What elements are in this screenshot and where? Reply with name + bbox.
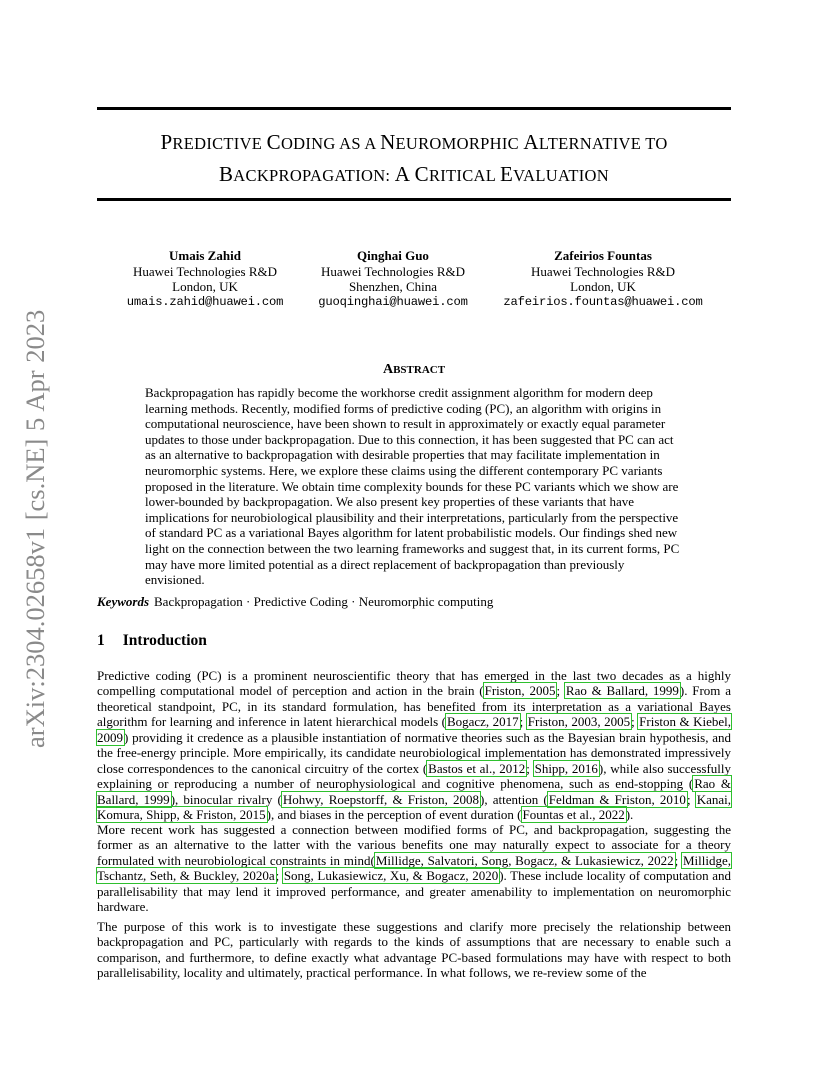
title-line-1 xyxy=(97,127,731,159)
intro-paragraph: Predictive coding (PC) is a prominent neuroscientific theory that has emerged in the last two decades as a highly compelling computational model of perception and action in the brain (Friston, 2005; Rao & Ballard, 1999). From a theoretical standpoint, PC, in its standard formulation, has benefited from its interpretation as a variational Bayes algorithm for learning and inference in latent hierarchical models (Bogacz, 2017; Friston, 2003, 2005; Friston & Kiebel, 2009) providing it credence as a plausible instantiation of normative theories such as the Bayesian brain hypothesis, and the free-energy principle. More empirically, its candidate neurobiological implementation has demonstrated impressively close correspondences to the canonical circuitry of the cortex (Bastos et al., 2012; Shipp, 2016), while also successfully explaining or reproducing a number of neurophysiological and cognitive phenomena, such as end-stopping (Rao & Ballard, 1999), binocular rivalry (Hohwy, Roepstorff, & Friston, 2008), attention (Feldman & Friston, 2010; Kanai, Komura, Shipp, & Friston, 2015), and biases in the perception of event duration (Fountas et al., 2022). xyxy=(97,668,732,823)
keywords-text: Backpropagation · Predictive Coding · Neuromorphic computing xyxy=(154,594,494,609)
citation-link[interactable]: Rao & Ballard, 1999 xyxy=(97,776,731,807)
author-affiliation: Huawei Technologies R&D xyxy=(133,263,277,279)
abstract-text: Backpropagation has rapidly become the workhorse credit assignment algorithm for modern deep learning methods. Recently, modified forms of predictive coding (PC), an algorithm with origins in computational neuroscience, have been shown to result in approximately or exactly equal parameter updates to those under backpropagation. Due to this connection, it has been suggested that PC can act as an alternative to backpropagation with desirable properties that may facilitate implementation in neuromorphic systems. Here, we explore these claims using the different contemporary PC variants proposed in the literature. We obtain time complexity bounds for these PC variants which we show are lower-bounded by backpropagation. We also present key properties of these variants that have implications for neurobiological plausibility and their interpretations, particularly from the perspective of standard PC as a variational Bayes algorithm for latent probabilistic models. Our findings shed new light on the connection between the two learning frameworks and suggest that, in its current forms, PC may have more limited potential as a direct replacement of backpropagation than previously envisioned. xyxy=(145,385,680,588)
title-smallcaps: LTERNATIVE TO xyxy=(538,134,668,153)
title-smallcaps: ODING AS A xyxy=(280,134,381,153)
citation-link[interactable]: Friston & Kiebel, 2009 xyxy=(97,714,731,745)
title-capital: A xyxy=(523,130,539,154)
abstract-heading-cap: A xyxy=(382,362,394,377)
citation-link[interactable]: Rao & Ballard, 1999 xyxy=(565,683,679,699)
author-block xyxy=(493,248,713,310)
author-email: guoqinghai@huawei.com xyxy=(318,294,468,309)
section-number: 1 xyxy=(97,632,105,649)
author-affiliation: Huawei Technologies R&D xyxy=(321,263,465,279)
title-smallcaps: EUROMORPHIC xyxy=(395,134,524,153)
author-email: zafeirios.fountas@huawei.com xyxy=(503,294,703,309)
citation-link[interactable]: Hohwy, Roepstorff, & Friston, 2008 xyxy=(282,791,479,807)
title-smallcaps: VALUATION xyxy=(513,166,609,185)
title-capital: E xyxy=(499,162,514,186)
author-email: umais.zahid@huawei.com xyxy=(126,294,284,309)
citation-link[interactable]: Kanai, Komura, Shipp, & Friston, 2015 xyxy=(97,791,732,823)
title-capital: C xyxy=(414,162,429,186)
citation-link[interactable]: Millidge, Tschantz, Seth, & Buckley, 2020a xyxy=(97,852,731,884)
author-name: Qinghai Guo xyxy=(357,248,429,263)
title-capital: P xyxy=(160,130,173,154)
citation-link[interactable]: Song, Lukasiewicz, Xu, & Bogacz, 2020 xyxy=(283,868,499,884)
keywords xyxy=(97,594,493,610)
citation-link[interactable]: Fountas et al., 2022 xyxy=(522,807,625,823)
section-title: Introduction xyxy=(122,632,207,649)
title-smallcaps: RITICAL xyxy=(428,166,500,185)
title-bottom-rule xyxy=(97,198,731,201)
title-capital: B xyxy=(218,162,234,186)
title-smallcaps: REDICTIVE xyxy=(172,134,267,153)
arxiv-stamp: arXiv:2304.02658v1 [cs.NE] 5 Apr 2023 xyxy=(20,309,50,748)
citation-link[interactable]: Feldman & Friston, 2010 xyxy=(548,791,686,807)
title-smallcaps: ACKPROPAGATION: xyxy=(233,166,395,185)
citation-link[interactable]: Shipp, 2016 xyxy=(534,760,598,776)
citation-link[interactable]: Friston, 2005 xyxy=(484,683,556,699)
title-capital: C xyxy=(266,130,281,154)
author-name: Zafeirios Fountas xyxy=(554,248,652,263)
citation-link[interactable]: Friston, 2003, 2005 xyxy=(527,714,631,730)
title-line-2 xyxy=(97,159,731,191)
author-block xyxy=(95,248,315,310)
author-location: London, UK xyxy=(172,279,238,294)
author-affiliation: Huawei Technologies R&D xyxy=(531,263,675,279)
title-top-rule xyxy=(97,107,731,110)
citation-link[interactable]: Bogacz, 2017 xyxy=(446,714,519,730)
title-capital: N xyxy=(380,130,396,154)
title-capital: A xyxy=(394,162,411,186)
citation-link[interactable]: Bastos et al., 2012 xyxy=(428,760,526,776)
citation-link[interactable]: Millidge, Salvatori, Song, Bogacz, & Lukasiewicz, 2022 xyxy=(375,852,674,868)
section-heading xyxy=(97,632,207,650)
intro-paragraph: More recent work has suggested a connection between modified forms of PC, and backpropagation, suggesting the former as an alternative to the latter with the various benefits one may naturally expect to associate for a theory formulated with neurobiological constraints in mind(Millidge, Salvatori, Song, Bogacz, & Lukasiewicz, 2022; Millidge, Tschantz, Seth, & Buckley, 2020a; Song, Lukasiewicz, Xu, & Bogacz, 2020). These include locality of computation and parallelisability that may lend it improved performance, and greater amenability to implementation on neuromorphic hardware. xyxy=(97,822,731,915)
author-name: Umais Zahid xyxy=(169,248,241,263)
author-location: London, UK xyxy=(570,279,636,294)
intro-paragraph: The purpose of this work is to investigate these suggestions and clarify more precisely the relationship between backpropagation and PC, particularly with regards to the kinds of assumptions that are necessary to enable such a comparison, and furthermore, to define exactly what advantage PC-based formulations may have with respect to both parallelisability, locality and ultimately, practical performance. In what follows, we re-review some of the xyxy=(97,919,731,981)
abstract-heading xyxy=(97,362,731,378)
paper-title xyxy=(97,127,731,191)
abstract-heading-rest: BSTRACT xyxy=(393,364,446,376)
author-block xyxy=(283,248,503,310)
author-location: Shenzhen, China xyxy=(348,279,438,294)
keywords-label: Keywords xyxy=(97,594,149,609)
